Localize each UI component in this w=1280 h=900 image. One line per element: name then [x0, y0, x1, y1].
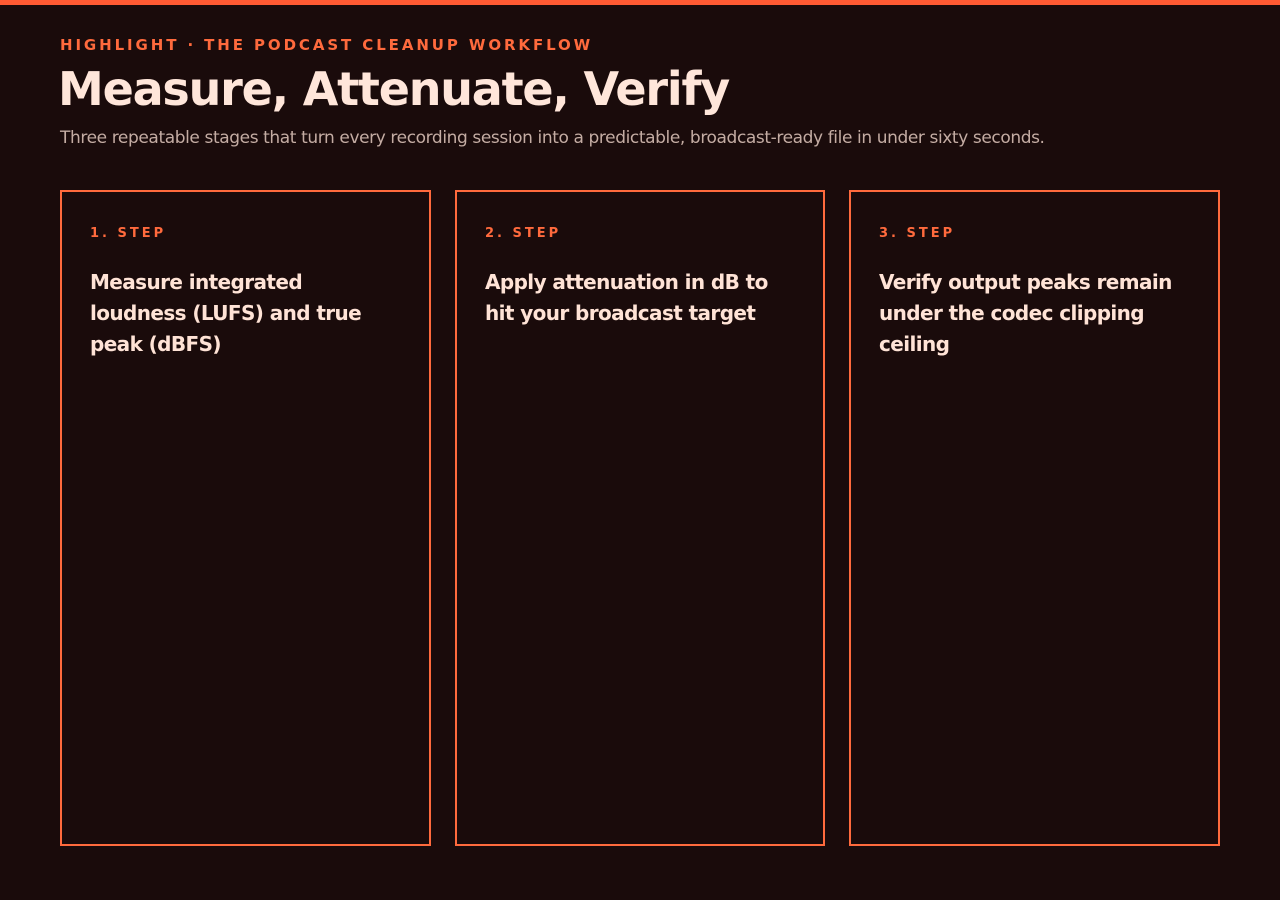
step-card-1: [60, 190, 431, 846]
eyebrow-label: HIGHLIGHT · THE PODCAST CLEANUP WORKFLOW: [60, 36, 594, 54]
step-description: Measure integrated loudness (LUFS) and true peak (dBFS): [90, 270, 362, 356]
step-card-3: [849, 190, 1220, 846]
step-label: 3. STEP: [879, 226, 956, 241]
step-label: 1. STEP: [90, 226, 167, 241]
step-label: 2. STEP: [485, 226, 562, 241]
step-description: Verify output peaks remain under the codec clipping ceiling: [879, 270, 1172, 356]
page-subtitle: Three repeatable stages that turn every recording session into a predictable, broadcast-ready file in under sixty seconds.: [60, 128, 1045, 148]
page-title: Measure, Attenuate, Verify: [58, 62, 730, 116]
step-card-2: [455, 190, 825, 846]
top-accent-bar: [0, 0, 1280, 5]
step-description: Apply attenuation in dB to hit your broadcast target: [485, 270, 768, 325]
